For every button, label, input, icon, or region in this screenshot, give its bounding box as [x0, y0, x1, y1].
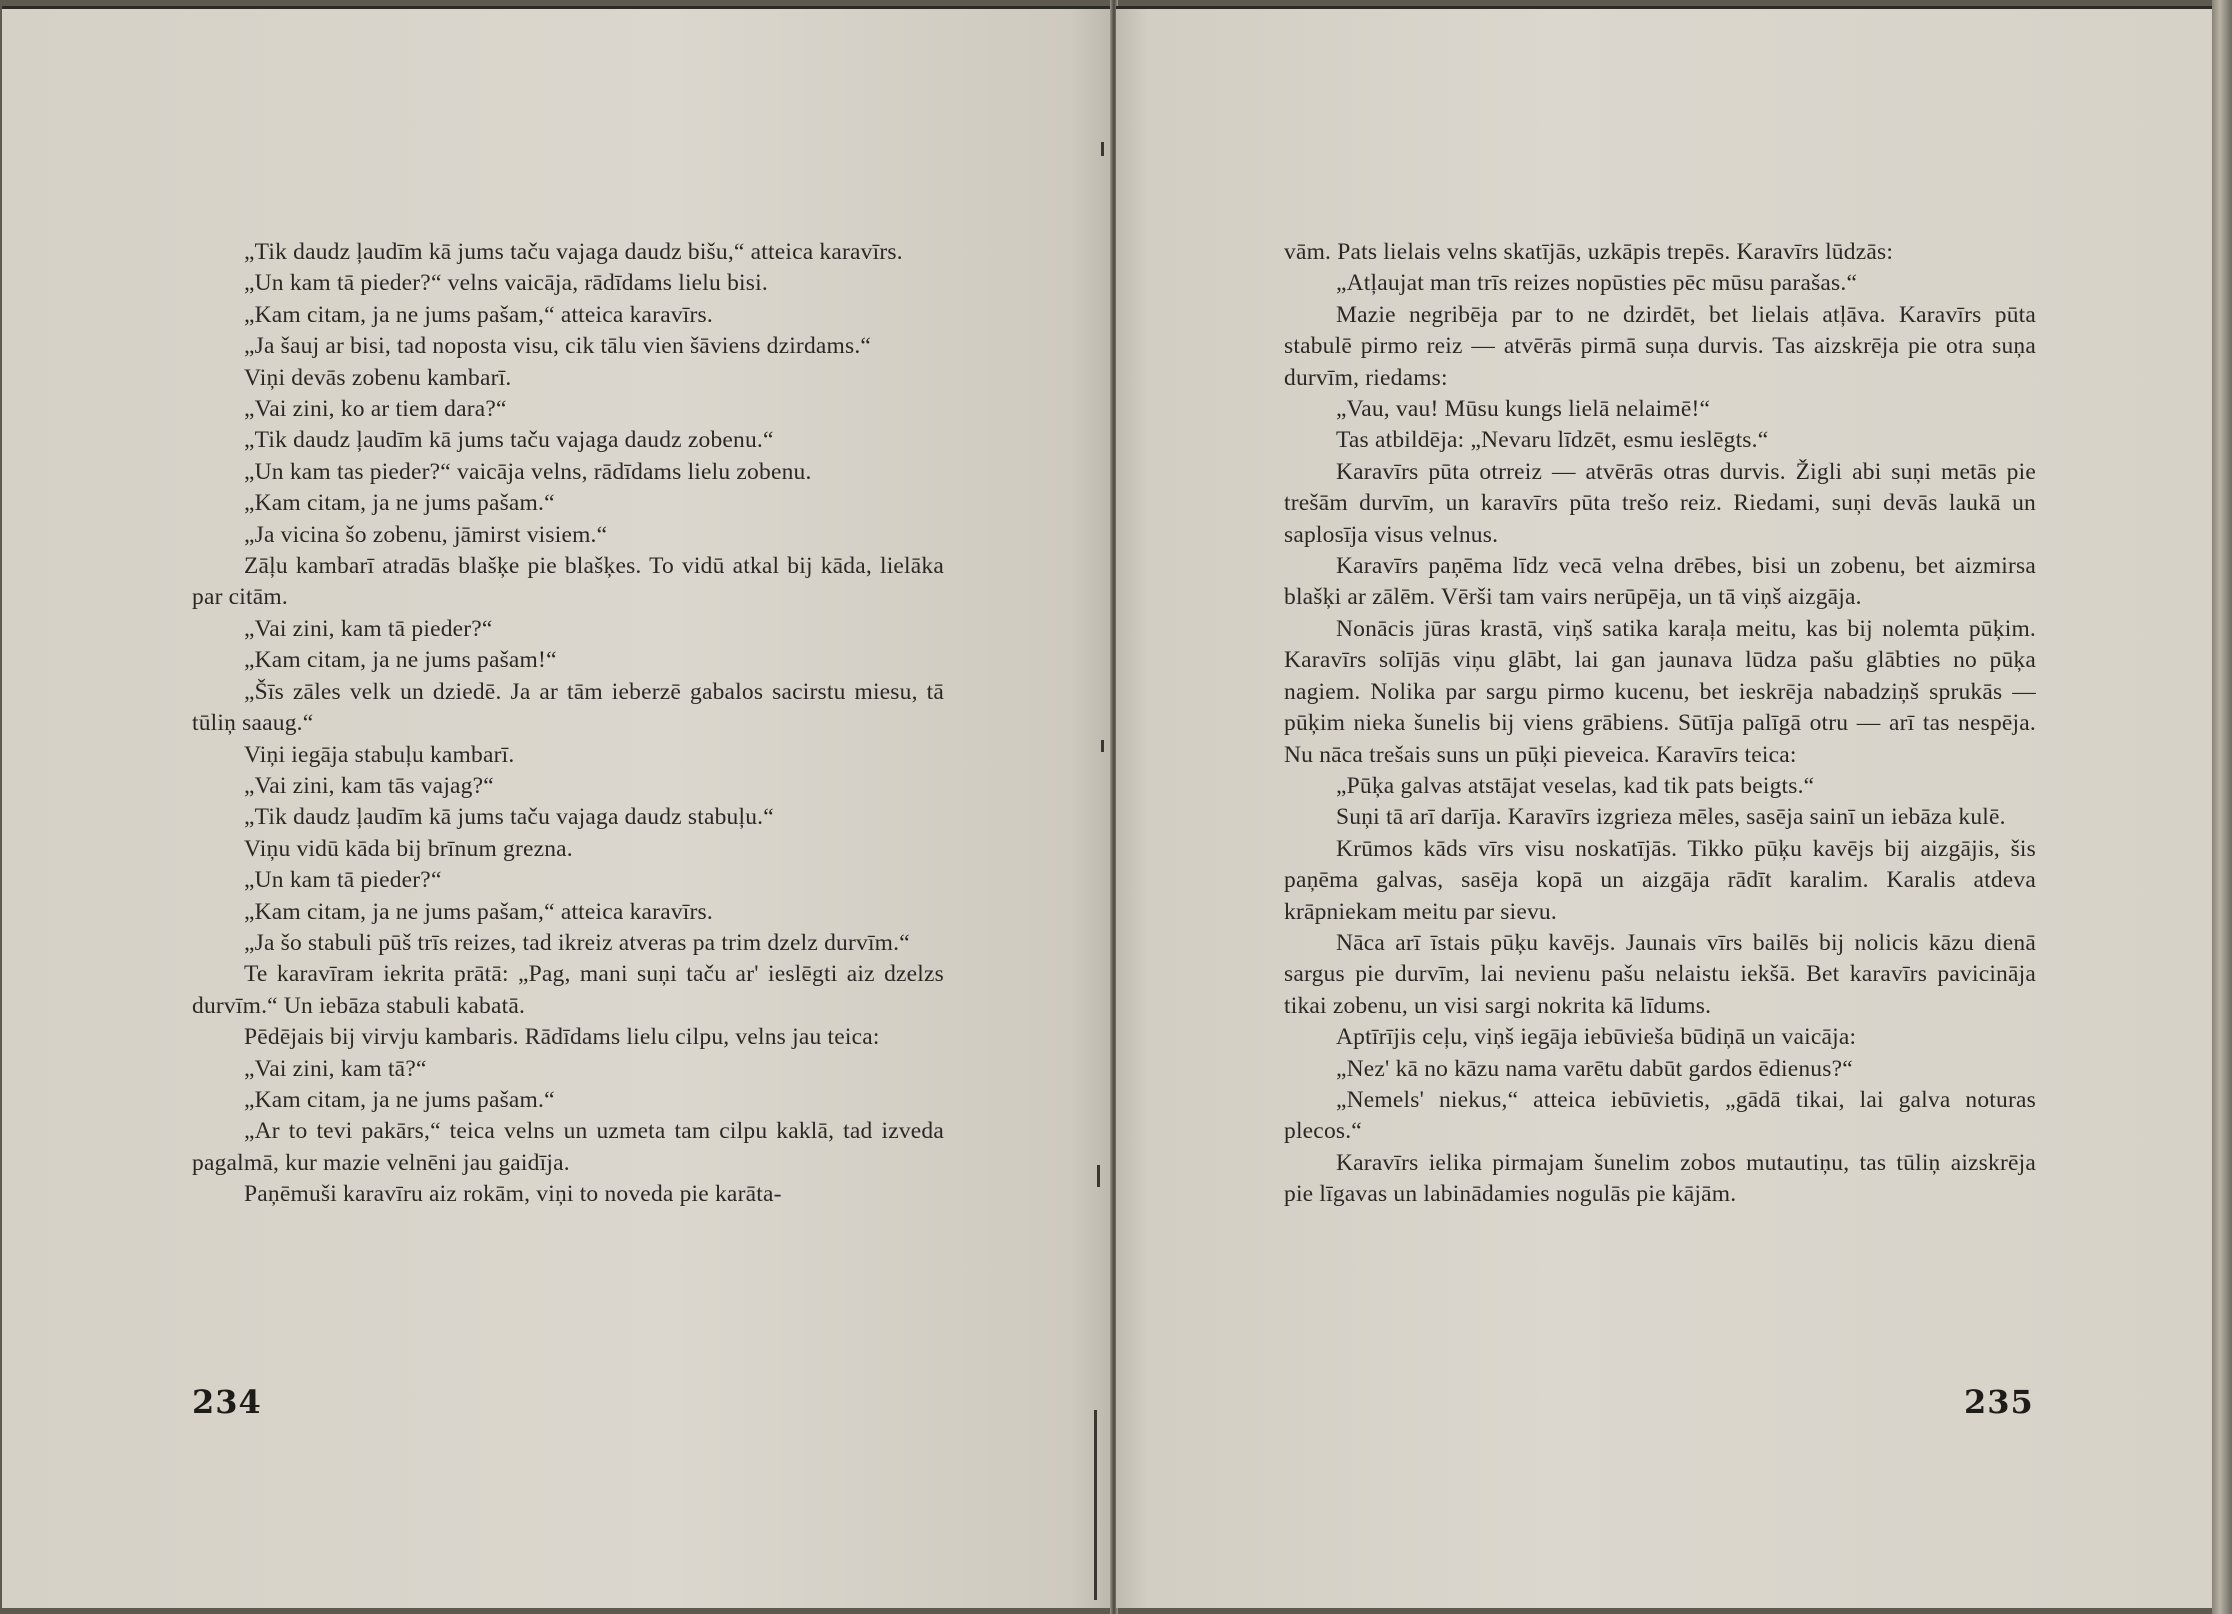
left-page-number: 234 — [192, 1383, 262, 1421]
paragraph: Nāca arī īstais pūķu kavējs. Jaunais vīrs bailēs bij nolicis kāzu dienā sargus pie durvīm, lai nevienu pašu nelaistu iekšā. Bet karavīrs pavicināja tikai zobenu, un visi sargi nokrita kā līdums. — [1284, 929, 2036, 1019]
paragraph: Suņi tā arī darīja. Karavīrs izgrieza mēles, sasēja sainī un iebāza kulē. — [1336, 804, 2006, 831]
book-edge — [2212, 0, 2232, 1614]
paragraph: Karavīrs paņēma līdz vecā velna drēbes, bisi un zobenu, bet aizmirsa blašķi ar zālēm. Vērši tam vairs nerūpēja, un tā viņš aizgāja. — [1284, 553, 2036, 611]
paragraph: Viņi devās zobenu kambarī. — [244, 364, 512, 391]
left-page — [2, 6, 1114, 1608]
paragraph: „Nez' kā no kāzu nama varētu dabūt gardos ēdienus?“ — [1336, 1055, 1853, 1082]
paragraph: „Kam citam, ja ne jums pašam.“ — [244, 1086, 555, 1113]
paragraph: „Un kam tā pieder?“ — [244, 867, 442, 894]
paragraph: Zāļu kambarī atradās blašķe pie blašķes. To vidū atkal bij kāda, lielāka par citām. — [192, 553, 944, 611]
paragraph: „Vai zini, kam tā pieder?“ — [244, 615, 493, 642]
paragraph: Aptīrījis ceļu, viņš iegāja iebūvieša būdiņā un vaicāja: — [1336, 1024, 1857, 1051]
paragraph: „Un kam tā pieder?“ velns vaicāja, rādīdams lielu bisi. — [244, 270, 768, 297]
paragraph: „Tik daudz ļaudīm kā jums taču vajaga daudz stabuļu.“ — [244, 804, 774, 831]
right-page-text — [1284, 237, 2036, 1211]
binding-stitch — [1101, 142, 1104, 156]
paragraph: „Ja šo stabuli pūš trīs reizes, tad ikreiz atveras pa trim dzelz durvīm.“ — [244, 929, 910, 956]
left-page-text — [192, 237, 944, 1211]
paragraph: „Tik daudz ļaudīm kā jums taču vajaga daudz bišu,“ atteica karavīrs. — [244, 239, 903, 265]
paragraph: „Vau, vau! Mūsu kungs lielā nelaimē!“ — [1336, 396, 1711, 423]
paragraph: „Vai zini, ko ar tiem dara?“ — [244, 396, 507, 423]
paragraph: Viņu vidū kāda bij brīnum grezna. — [244, 835, 573, 862]
paragraph: Te karavīram iekrita prātā: „Pag, mani suņi taču ar' ieslēgti aiz dzelzs durvīm.“ Un iebāza stabuli kabatā. — [192, 961, 944, 1019]
paragraph: Pēdējais bij virvju kambaris. Rādīdams lielu cilpu, velns jau teica: — [244, 1024, 880, 1051]
binding-stitch — [1097, 1165, 1100, 1187]
right-page-number: 235 — [1964, 1383, 2034, 1421]
paragraph: „Kam citam, ja ne jums pašam,“ atteica karavīrs. — [244, 301, 713, 328]
paragraph: vām. Pats lielais velns skatījās, uzkāpis trepēs. Karavīrs lūdzās: — [1284, 239, 1894, 265]
paragraph: „Ja šauj ar bisi, tad noposta visu, cik tālu vien šāviens dzirdams.“ — [244, 333, 872, 360]
paragraph: „Pūķa galvas atstājat veselas, kad tik pats beigts.“ — [1336, 772, 1815, 799]
paragraph: „Kam citam, ja ne jums pašam,“ atteica karavīrs. — [244, 898, 713, 925]
right-page — [1116, 6, 2212, 1608]
paragraph: „Vai zini, kam tā?“ — [244, 1055, 427, 1082]
paragraph: Paņēmuši karavīru aiz rokām, viņi to noveda pie karāta- — [244, 1181, 782, 1208]
paragraph: Krūmos kāds vīrs visu noskatījās. Tikko pūķu kavējs bij aizgājis, šis paņēma galvas, sasēja kopā un aizgāja rādīt karalim. Karalis atdeva krāpniekam meitu par sievu. — [1284, 835, 2036, 925]
paragraph: Mazie negribēja par to ne dzirdēt, bet lielais atļāva. Karavīrs pūta stabulē pirmo reiz — atvērās pirmā suņa durvis. Tas aizskrēja pie otra suņa durvīm, riedams: — [1284, 301, 2036, 391]
paragraph: „Kam citam, ja ne jums pašam!“ — [244, 647, 557, 674]
paragraph: Nonācis jūras krastā, viņš satika karaļa meitu, kas bij nolemta pūķim. Karavīrs solījās viņu glābt, lai gan jaunava lūdza pašu glābties no pūķa nagiem. Nolika par sargu pirmo kucenu, bet ieskrēja nabadziņš sprukās — pūķim nieka šunelis bij viens grābiens. Sūtīja palīgā otru — arī tas nespēja. Nu nāca trešais suns un pūķi pieveica. Karavīrs teica: — [1284, 615, 2036, 768]
paragraph: „Vai zini, kam tās vajag?“ — [244, 772, 494, 799]
paragraph: Viņi iegāja stabuļu kambarī. — [244, 741, 515, 768]
paragraph: „Kam citam, ja ne jums pašam.“ — [244, 490, 555, 517]
binding-stitch — [1094, 1410, 1097, 1600]
paragraph: „Un kam tas pieder?“ vaicāja velns, rādīdams lielu zobenu. — [244, 458, 812, 485]
paragraph: Tas atbildēja: „Nevaru līdzēt, esmu ieslēgts.“ — [1336, 427, 1769, 454]
paragraph: „Nemels' niekus,“ atteica iebūvietis, „gādā tikai, lai galva noturas plecos.“ — [1284, 1086, 2036, 1145]
paragraph: Karavīrs pūta otrreiz — atvērās otras durvis. Žigli abi suņi metās pie trešām durvīm, un karavīrs pūta trešo reiz. Riedami, suņi devās laukā un saplosīja visus velnus. — [1284, 458, 2036, 548]
paragraph: „Ar to tevi pakārs,“ teica velns un uzmeta tam cilpu kaklā, tad izveda pagalmā, kur mazie velnēni jau gaidīja. — [192, 1118, 944, 1176]
binding-stitch — [1101, 740, 1104, 752]
paragraph: „Tik daudz ļaudīm kā jums taču vajaga daudz zobenu.“ — [244, 427, 774, 454]
paragraph: „Ja vicina šo zobenu, jāmirst visiem.“ — [244, 521, 608, 548]
paragraph: Karavīrs ielika pirmajam šunelim zobos mutautiņu, tas tūliņ aizskrēja pie līgavas un labinādamies nogulās pie kājām. — [1284, 1149, 2036, 1208]
paragraph: „Šīs zāles velk un dziedē. Ja ar tām ieberzē gabalos sacirstu miesu, tā tūliņ saaug.“ — [192, 678, 944, 737]
paragraph: „Atļaujat man trīs reizes nopūsties pēc mūsu parašas.“ — [1336, 270, 1858, 297]
